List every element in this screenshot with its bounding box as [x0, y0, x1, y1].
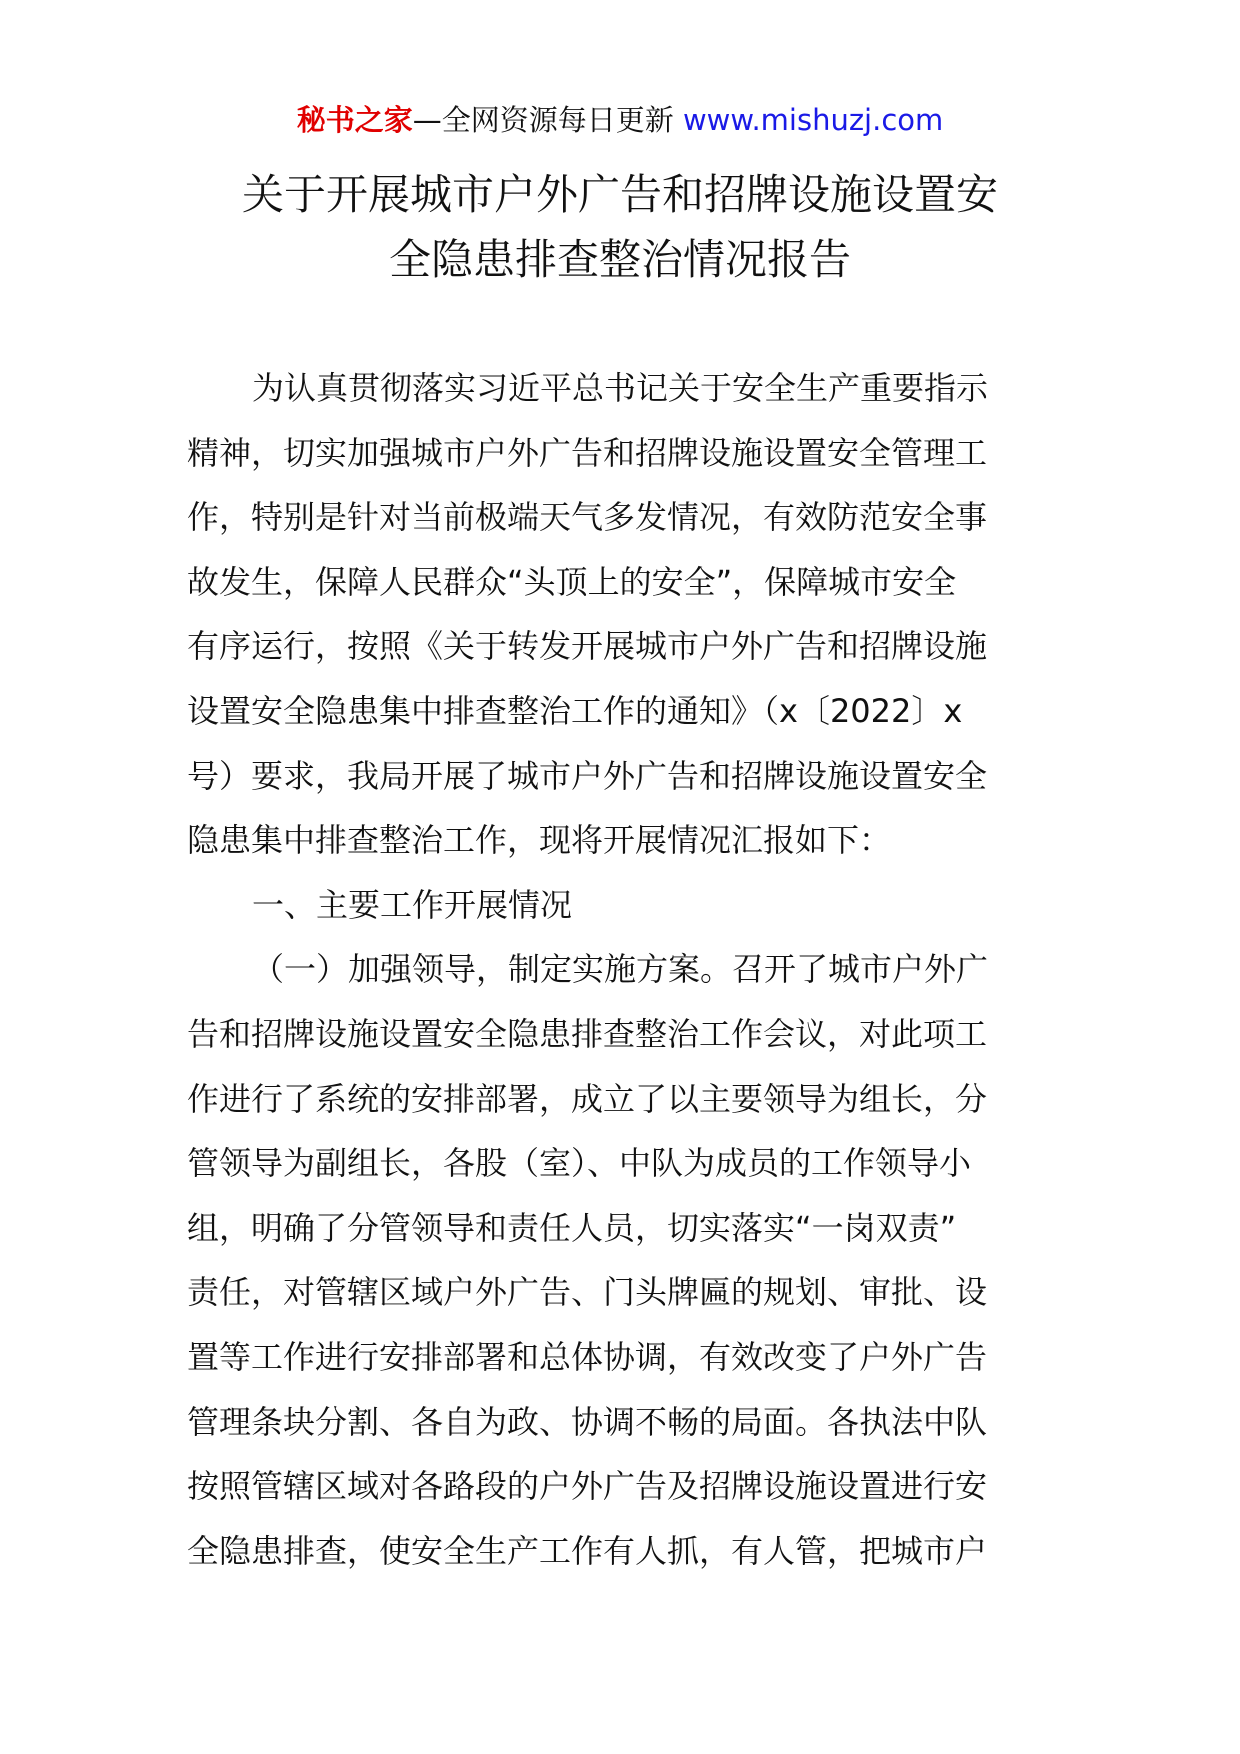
body-line: 设置安全隐患集中排查整治工作的通知》（x〔2022〕x: [187, 691, 963, 730]
title-line-2: 全隐患排查整治情况报告: [388, 235, 851, 284]
body-line: 故发生，保障人民群众“头顶上的安全”，保障城市安全: [187, 562, 957, 601]
body-line: 告和招牌设施设置安全隐患排查整治工作会议，对此项工: [187, 1014, 988, 1053]
document-body: [187, 356, 1057, 1583]
body-line: 有序运行，按照《关于转发开展城市户外广告和招牌设施: [187, 627, 988, 666]
body-line: 隐患集中排查整治工作，现将开展情况汇报如下：: [187, 821, 892, 860]
body-line: 全隐患排查，使安全生产工作有人抓，有人管，把城市户: [187, 1531, 988, 1570]
body-line: （一）加强领导，制定实施方案。召开了城市户外广: [252, 950, 989, 989]
site-header-banner: [0, 100, 1240, 140]
site-url-link[interactable]: www.mishuzj.com: [682, 103, 944, 137]
document-title: [180, 162, 1060, 292]
body-line: 责任，对管辖区域户外广告、门头牌匾的规划、审批、设: [187, 1273, 988, 1312]
body-line: 管理条块分割、各自为政、协调不畅的局面。各执法中队: [187, 1402, 988, 1441]
body-line: 管领导为副组长，各股（室）、中队为成员的工作领导小: [187, 1144, 972, 1183]
body-line: 为认真贯彻落实习近平总书记关于安全生产重要指示: [252, 369, 989, 407]
body-line: 按照管辖区域对各路段的户外广告及招牌设施设置进行安: [187, 1467, 988, 1506]
section-heading: 一、主要工作开展情况: [252, 885, 573, 924]
body-line: 号）要求，我局开展了城市户外广告和招牌设施设置安全: [187, 756, 988, 795]
body-line: 作，特别是针对当前极端天气多发情况，有效防范安全事: [187, 498, 988, 537]
body-line: 置等工作进行安排部署和总体协调，有效改变了户外广告: [187, 1337, 988, 1376]
brand-name: 秘书之家: [296, 103, 413, 137]
title-line-1: 关于开展城市户外广告和招牌设施设置安: [241, 170, 998, 219]
header-tagline: —全网资源每日更新: [412, 103, 674, 137]
body-line: 组，明确了分管领导和责任人员，切实落实“一岗双责”: [187, 1208, 957, 1247]
body-line: 作进行了系统的安排部署，成立了以主要领导为组长，分: [187, 1079, 988, 1118]
body-line: 精神，切实加强城市户外广告和招牌设施设置安全管理工: [187, 433, 988, 472]
